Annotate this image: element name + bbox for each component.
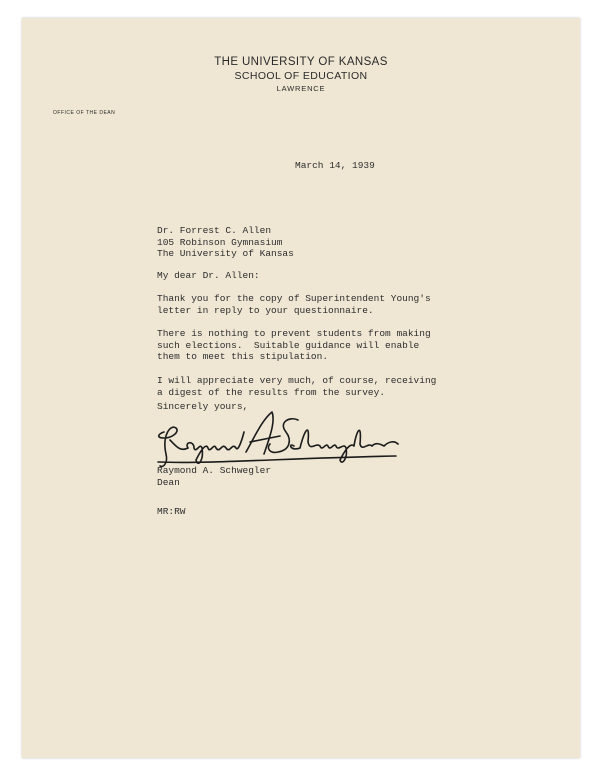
office-of-the-dean: OFFICE OF THE DEAN: [53, 110, 116, 116]
letter-date: March 14, 1939: [295, 160, 375, 171]
paragraph-2-line-1: There is nothing to prevent students from making: [157, 328, 431, 339]
signer-title: Dean: [157, 476, 180, 488]
letterhead-school: SCHOOL OF EDUCATION: [234, 70, 368, 82]
paragraph-3-line-1: I will appreciate very much, of course, receiving: [157, 375, 437, 386]
paragraph-2-line-3: them to meet this stipulation.: [157, 351, 329, 363]
paragraph-1-line-1: Thank you for the copy of Superintendent Young's: [157, 293, 431, 304]
recipient-address: [157, 225, 294, 260]
salutation: My dear Dr. Allen:: [157, 270, 260, 281]
paragraph-3-line-2: a digest of the results from the survey.: [157, 386, 386, 398]
paragraph-3: [157, 375, 436, 398]
paragraph-2: [157, 328, 431, 363]
recipient-name: Dr. Forrest C. Allen: [157, 225, 272, 236]
typist-initials: MR:RW: [157, 506, 186, 517]
recipient-address-line1: 105 Robinson Gymnasium: [157, 236, 283, 248]
closing: Sincerely yours,: [157, 401, 249, 412]
recipient-address-line2: The University of Kansas: [157, 248, 294, 260]
letterhead-city: LAWRENCE: [276, 84, 326, 93]
paragraph-1-line-2: letter in reply to your questionnaire.: [157, 304, 374, 316]
letter-page: [22, 18, 580, 758]
signer-name: Raymond A. Schwegler: [157, 465, 272, 476]
paragraph-2-line-2: such elections. Suitable guidance will enable: [157, 339, 420, 351]
signer-block: [157, 465, 271, 488]
letterhead-university: THE UNIVERSITY OF KANSAS: [214, 56, 388, 68]
paragraph-1: [157, 293, 431, 316]
